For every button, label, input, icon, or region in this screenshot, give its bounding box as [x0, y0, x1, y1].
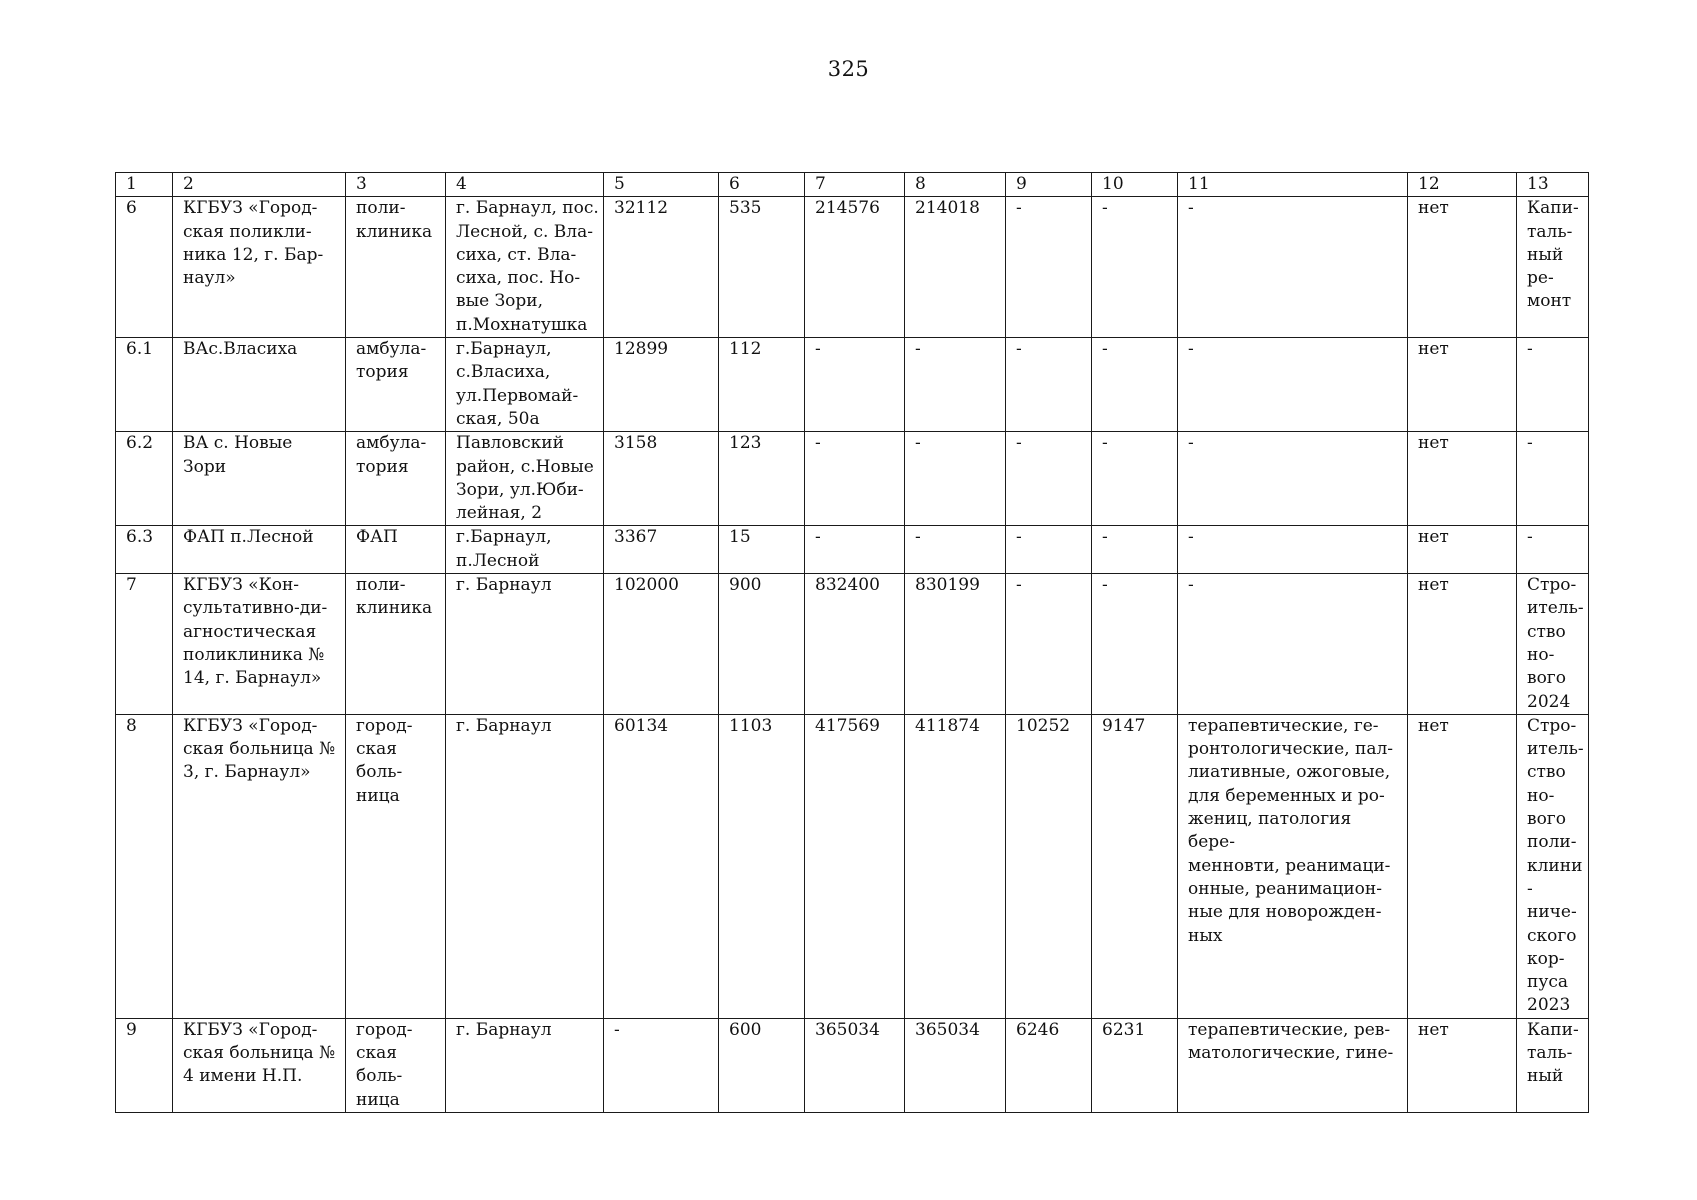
table-cell: 9: [116, 1018, 173, 1112]
table-cell: -: [1092, 338, 1178, 432]
table-cell: г.Барнаул, с.Власиха, ул.Первомай- ская, 50а: [446, 338, 604, 432]
table-cell: -: [1178, 338, 1408, 432]
table-cell: ВА с. Новые Зори: [173, 432, 346, 526]
table-cell: -: [1092, 197, 1178, 338]
table-cell: -: [1517, 432, 1589, 526]
table-cell: 10252: [1006, 714, 1092, 1018]
table-cell: 365034: [905, 1018, 1006, 1112]
table-cell: 15: [719, 526, 805, 574]
table-cell: нет: [1408, 526, 1517, 574]
table-cell: -: [1006, 432, 1092, 526]
table-cell: -: [905, 338, 1006, 432]
table-cell: -: [1006, 197, 1092, 338]
header-cell: 7: [805, 173, 905, 197]
table-cell: КГБУЗ «Город- ская поликли- ника 12, г. Бар- наул»: [173, 197, 346, 338]
page-number: 325: [827, 57, 870, 81]
table-cell: -: [1178, 432, 1408, 526]
table-cell: город- ская боль- ница: [346, 1018, 446, 1112]
table-cell: -: [1517, 526, 1589, 574]
table-cell: -: [905, 526, 1006, 574]
header-cell: 4: [446, 173, 604, 197]
header-cell: 10: [1092, 173, 1178, 197]
table-cell: 3158: [604, 432, 719, 526]
table-cell: ФАП: [346, 526, 446, 574]
table-cell: Стро- итель- ство но- вого 2024: [1517, 574, 1589, 715]
table-cell: -: [805, 338, 905, 432]
table-cell: нет: [1408, 1018, 1517, 1112]
header-cell: 6: [719, 173, 805, 197]
table-row: [116, 338, 1589, 432]
table-cell: амбула- тория: [346, 338, 446, 432]
header-cell: 9: [1006, 173, 1092, 197]
table-cell: -: [1092, 526, 1178, 574]
table-cell: поли- клиника: [346, 197, 446, 338]
header-cell: 5: [604, 173, 719, 197]
table-cell: -: [604, 1018, 719, 1112]
table-cell: 32112: [604, 197, 719, 338]
table-cell: 417569: [805, 714, 905, 1018]
table-cell: КГБУЗ «Кон- сультативно-ди- агностическая поликлиника № 14, г. Барнаул»: [173, 574, 346, 715]
table-cell: -: [805, 432, 905, 526]
table-cell: -: [1178, 574, 1408, 715]
table-cell: 6.3: [116, 526, 173, 574]
table-cell: 535: [719, 197, 805, 338]
table-cell: 60134: [604, 714, 719, 1018]
table-cell: 102000: [604, 574, 719, 715]
table-cell: 365034: [805, 1018, 905, 1112]
header-cell: 11: [1178, 173, 1408, 197]
table-cell: 9147: [1092, 714, 1178, 1018]
table-cell: 6231: [1092, 1018, 1178, 1112]
table-cell: 830199: [905, 574, 1006, 715]
table-cell: нет: [1408, 574, 1517, 715]
table-row: [116, 1018, 1589, 1112]
table-cell: нет: [1408, 338, 1517, 432]
table-cell: 1103: [719, 714, 805, 1018]
table-cell: -: [1006, 526, 1092, 574]
table-cell: Стро- итель- ство но- вого поли- клини- ниче- ского кор- пуса 2023: [1517, 714, 1589, 1018]
table-cell: г. Барнаул, пос. Лесной, с. Вла- сиха, ст. Вла- сиха, пос. Но- вые Зори, п.Мохнатушка: [446, 197, 604, 338]
table-cell: 411874: [905, 714, 1006, 1018]
table-cell: -: [1178, 197, 1408, 338]
table-cell: Капи- таль- ный ре- монт: [1517, 197, 1589, 338]
table-cell: Капи- таль- ный: [1517, 1018, 1589, 1112]
table-cell: КГБУЗ «Город- ская больница № 4 имени Н.П.: [173, 1018, 346, 1112]
table-cell: -: [1092, 574, 1178, 715]
header-cell: 3: [346, 173, 446, 197]
table-row: [116, 197, 1589, 338]
table-row: [116, 574, 1589, 715]
table-cell: 6.1: [116, 338, 173, 432]
table-row: [116, 714, 1589, 1018]
table-cell: 7: [116, 574, 173, 715]
table-cell: 6.2: [116, 432, 173, 526]
table-cell: 6246: [1006, 1018, 1092, 1112]
table-cell: нет: [1408, 714, 1517, 1018]
table-cell: 8: [116, 714, 173, 1018]
header-cell: 8: [905, 173, 1006, 197]
table-cell: нет: [1408, 197, 1517, 338]
table-cell: г. Барнаул: [446, 714, 604, 1018]
table-cell: город- ская боль- ница: [346, 714, 446, 1018]
table-row: [116, 526, 1589, 574]
table-cell: г.Барнаул, п.Лесной: [446, 526, 604, 574]
table-cell: -: [905, 432, 1006, 526]
table-cell: -: [1517, 338, 1589, 432]
table-cell: терапевтические, рев- матологические, гине-: [1178, 1018, 1408, 1112]
data-table: [115, 172, 1589, 1113]
table-cell: -: [1092, 432, 1178, 526]
table-cell: г. Барнаул: [446, 574, 604, 715]
header-cell: 13: [1517, 173, 1589, 197]
table-cell: -: [1006, 574, 1092, 715]
table-cell: 112: [719, 338, 805, 432]
table-cell: ФАП п.Лесной: [173, 526, 346, 574]
table-cell: 214576: [805, 197, 905, 338]
table-row: [116, 432, 1589, 526]
header-cell: 1: [116, 173, 173, 197]
table-cell: г. Барнаул: [446, 1018, 604, 1112]
table-cell: 600: [719, 1018, 805, 1112]
table-cell: 12899: [604, 338, 719, 432]
table-header-row: [116, 173, 1589, 197]
table-cell: ВАс.Власиха: [173, 338, 346, 432]
table-cell: нет: [1408, 432, 1517, 526]
table-cell: поли- клиника: [346, 574, 446, 715]
table-cell: амбула- тория: [346, 432, 446, 526]
table-cell: -: [1178, 526, 1408, 574]
header-cell: 12: [1408, 173, 1517, 197]
table-cell: 123: [719, 432, 805, 526]
table-cell: 832400: [805, 574, 905, 715]
table-cell: 6: [116, 197, 173, 338]
table-cell: 3367: [604, 526, 719, 574]
table-cell: 214018: [905, 197, 1006, 338]
table-cell: -: [805, 526, 905, 574]
table-cell: 900: [719, 574, 805, 715]
table-cell: Павловский район, с.Новые Зори, ул.Юби- лейная, 2: [446, 432, 604, 526]
table-cell: терапевтические, ге- ронтологические, пал- лиативные, ожоговые, для беременных и ро- жениц, патология бере- менновти, реанимаци- онные, реанимацион- ные для новорожден- ных: [1178, 714, 1408, 1018]
table-cell: -: [1006, 338, 1092, 432]
header-cell: 2: [173, 173, 346, 197]
table-body: [116, 173, 1589, 1113]
table-cell: КГБУЗ «Город- ская больница № 3, г. Барнаул»: [173, 714, 346, 1018]
